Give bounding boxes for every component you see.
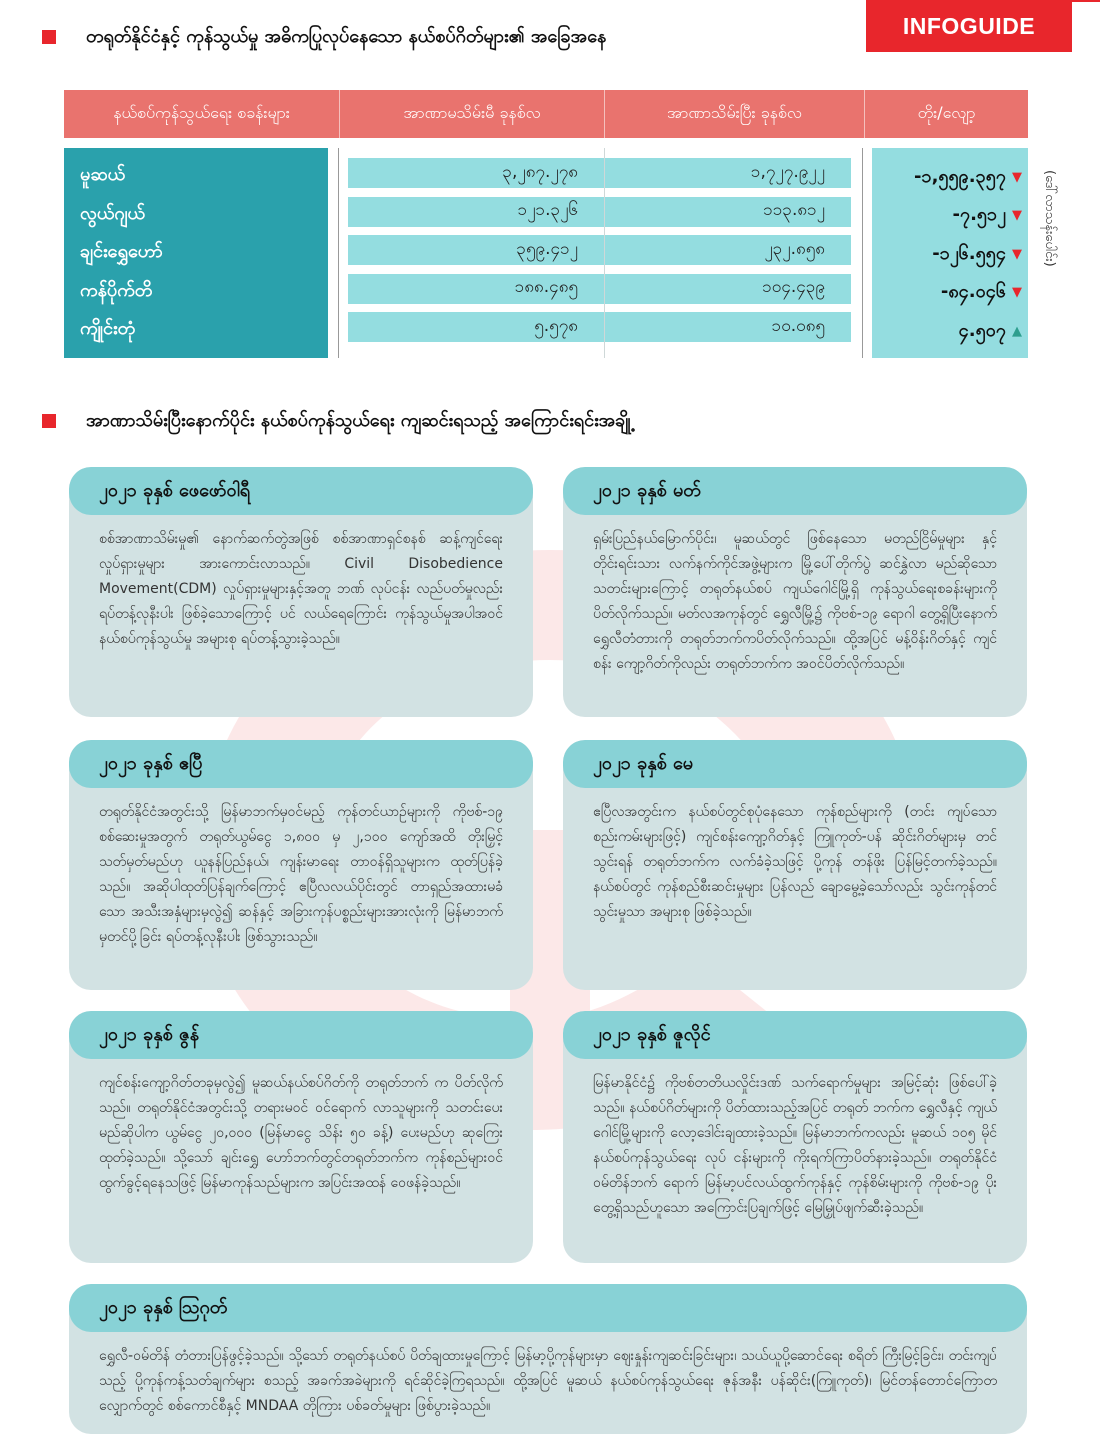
timeline-card: [69, 740, 533, 990]
brand-badge: INFOGUIDE: [866, 0, 1072, 52]
change-value: -၈၄.၀၄၆: [940, 281, 1006, 303]
brand-top-line: [1072, 0, 1100, 2]
checkpoint-list: [64, 148, 328, 358]
card-body: စစ်အာဏာသိမ်းမှု၏ နောက်ဆက်တွဲအဖြစ် စစ်အာဏာရှင်စနစ် ဆန့်ကျင်ရေး လှုပ်ရှားမှုများ အားကောင်းလာသည်။ Civil Disobedience Movement(CDM) လှုပ်ရှားမှုများနှင့်အတူ ဘဏ် လုပ်ငန်း လည်ပတ်မှုလည်း ရပ်တန့်လုနီးပါး ဖြစ်ခဲ့သောကြောင့် ပင် လယ်ရေကြောင်း ကုန်သွယ်မှုအပါအဝင် နယ်စပ်ကုန်သွယ်မှု အများစု ရပ်တန့်သွားခဲ့သည်။: [99, 531, 503, 647]
card-title: ၂၀၂၁ ခုနှစ် ဇွန်: [69, 1011, 533, 1059]
before-value: ၁၈၈.၄၈၅: [348, 274, 604, 304]
down-arrow-icon: ▼: [1012, 169, 1022, 185]
before-value: ၃၅၉.၄၁၂: [348, 235, 604, 265]
timeline-card: [563, 1011, 1027, 1263]
change-value: -၁,၅၅၉.၃၅၇: [913, 165, 1006, 187]
header-change: တိုး/လျော့: [917, 103, 976, 122]
card-body: တရုတ်နိုင်ငံအတွင်းသို့ မြန်မာဘက်မှဝင်မည့် ကုန်တင်ယာဉ်များကို ကိုဗစ်-၁၉ စစ်ဆေးမှုအတွက် တရုတ်ယွမ်ငွေ ၁,၈၀၀ မှ ၂,၁၀၀ ကျော်အထိ တိုးမြှင့်သတ်မှတ်မည်ဟု ယူနန်ပြည်နယ်၊ ကျန်းမာရေး တာဝန်ရှိသူများက ထုတ်ပြန်ခဲ့သည်။ အဆိုပါထုတ်ပြန်ချက်ကြောင့် ဧပြီလလယ်ပိုင်းတွင် တာရှည်အထားမခံသော အသီးအနှံများမှလွဲ၍ ဆန်နှင့် အခြားကုန်ပစ္စည်းများအားလုံးကို မြန်မာဘက်မှတင်ပို့ခြင်း ရပ်တန့်လုနီးပါး ဖြစ်သွားသည်။: [99, 804, 503, 945]
card-title: ၂၀၂၁ ခုနှစ် ဖေဖော်ဝါရီ: [69, 467, 533, 515]
header-after: အာဏာသိမ်းပြီး ခုနစ်လ: [605, 90, 865, 138]
checkpoint-name: ချင်းရွှေဟော်: [80, 241, 163, 262]
change-column: [872, 148, 1028, 358]
timeline-card: [563, 740, 1027, 990]
header-checkpoints: နယ်စပ်ကုန်သွယ်ရေး စခန်းများ: [64, 90, 340, 138]
change-value: ၄.၅၀၇: [958, 319, 1006, 341]
after-value: ၁၀၄.၄၃၉: [605, 274, 851, 304]
change-value: -၇.၅၁၂: [952, 204, 1006, 226]
header-before: အာဏာမသိမ်းမီ ခုနစ်လ: [340, 90, 605, 138]
up-arrow-icon: ▲: [1012, 323, 1022, 339]
change-value: -၁၂၆.၅၅၄: [932, 242, 1006, 264]
timeline-card: [69, 467, 533, 717]
card-title: ၂၀၂၁ ခုနှစ် မတ်: [563, 467, 1027, 515]
change-row: [872, 235, 1028, 274]
checkpoint-name: ကျိုင်းတုံ: [80, 318, 136, 339]
card-title: ၂၀၂၁ ခုနှစ် ဇူလိုင်: [563, 1011, 1027, 1059]
down-arrow-icon: ▼: [1012, 285, 1022, 301]
card-body: ရှမ်းပြည်နယ်မြောက်ပိုင်း၊ မူဆယ်တွင် ဖြစ်နေသော မတည်ငြိမ်မှုများ နှင့် တိုင်းရင်းသား လက်နက်ကိုင်အဖွဲ့များက မြို့ပေါ်တိုက်ပွဲ ဆင်နွှဲလာ မည်ဆိုသော သတင်းများကြောင့် တရုတ်နယ်စပ် ကျယ်ဂေါင်မြို့ရှိ ကုန်သွယ်ရေးစခန်းများကို ပိတ်လိုက်သည်။ မတ်လအကုန်တွင် ရွှေလီမြို့၌ ကိုဗစ်-၁၉ ရောဂါ တွေ့ရှိပြီးနောက် ရွှေလီတံတားကို တရုတ်ဘက်ကပိတ်လိုက်သည်။ ထို့အပြင် မန့်ဝိန်းဂိတ်နှင့် ကျင်စန်း ကျော့ဂိတ်ကိုလည်း တရုတ်ဘက်က အဝင်ပိတ်လိုက်သည်။: [593, 531, 997, 672]
unit-label: (ဒေါ်လာသန်းပေါင်း): [1042, 170, 1057, 267]
timeline-card: [69, 1284, 1027, 1434]
section1-title: တရုတ်နိုင်ငံနှင့် ကုန်သွယ်မှု အဓိကပြုလုပ်နေသော နယ်စပ်ဂိတ်များ၏ အခြေအနေ: [86, 26, 607, 47]
checkpoint-name: ကန်ပိုက်တိ: [80, 279, 153, 301]
after-value: ၁,၇၂၇.၉၂၂: [605, 158, 851, 188]
card-title: ၂၀၂၁ ခုနှစ် ဧပြီ: [69, 740, 533, 788]
card-title: ၂၀၂၁ ခုနှစ် မေ: [563, 740, 1027, 788]
checkpoint-name: မူဆယ်: [80, 164, 126, 185]
timeline-card: [69, 1011, 533, 1263]
checkpoint-name: လွယ်ဂျယ်: [80, 202, 145, 224]
table-divider: [338, 148, 339, 358]
section-bullet-icon: [42, 30, 56, 44]
section2-title: အာဏာသိမ်းပြီးနောက်ပိုင်း နယ်စပ်ကုန်သွယ်ရေး ကျဆင်းရသည့် အကြောင်းရင်းအချို့: [86, 410, 631, 431]
change-row: [872, 158, 1028, 197]
card-body: မြန်မာနိုင်ငံ၌ ကိုဗစ်တတိယလှိုင်းဒဏ် သက်ရောက်မှုများ အမြင့်ဆုံး ဖြစ်ပေါ်ခဲ့သည်။ နယ်စပ်ဂိတ်များကို ပိတ်ထားသည့်အပြင် တရုတ် ဘက်က ရွှေလီနှင့် ကျယ်ဂေါင်မြို့များကို လော့ဒေါင်းချထားခဲ့သည်။ မြန်မာဘက်ကလည်း မူဆယ် ၁၀၅ မိုင် နယ်စပ်ကုန်သွယ်ရေး လုပ် ငန်းများကို ကိုးရက်ကြာပိတ်နားခဲ့သည်။ တရုတ်နိုင်ငံ ဝမ်တိန်ဘက် ရောက် မြန်မာ့ပင်လယ်ထွက်ကုန်နှင့် ကုန်စိမ်းများကို ကိုဗစ်-၁၉ ပိုး တွေ့ရှိသည်ဟူသော အကြောင်းပြချက်ဖြင့် မြေမြှုပ်ဖျက်ဆီးခဲ့သည်။: [593, 1075, 997, 1216]
before-value: ၅.၅၇၈: [348, 312, 604, 342]
card-body: ရွှေလီ-ဝမ်တိန် တံတားပြန်ဖွင့်ခဲ့သည်။ သို့သော် တရုတ်နယ်စပ် ပိတ်ချထားမှုကြောင့် မြန်မာ့ပို့ကုန်များမှာ ဈေးနှုန်းကျဆင်းခြင်းများ၊ သယ်ယူပို့ဆောင်ရေး စရိတ် ကြီးမြင့်ခြင်း၊ တင်းကျပ်သည့် ပို့ကုန်ကန့်သတ်ချက်များ စသည့် အခက်အခဲများကို ရင်ဆိုင်ခဲ့ကြရသည်။ ထို့အပြင် မူဆယ် နယ်စပ်ကုန်သွယ်ရေး ဇုန်အနီး ပန်ဆိုင်း(ကြူကုတ်)၊ မြင်တန်တောင်ကြောတလျှောက်တွင် စစ်ကောင်စီနှင့် MNDAA တိုကြား ပစ်ခတ်မှုများ ဖြစ်ပွားခဲ့သည်။: [99, 1348, 997, 1414]
down-arrow-icon: ▼: [1012, 246, 1022, 262]
change-row: [872, 197, 1028, 236]
after-value: ၂၃၂.၈၅၈: [605, 235, 851, 265]
card-body: ကျင်စန်းကျော့ဂိတ်တခုမှလွဲ၍ မူဆယ်နယ်စပ်ဂိတ်ကို တရုတ်ဘက် က ပိတ်လိုက်သည်။ တရုတ်နိုင်ငံအတွင်းသို့ တရားမဝင် ဝင်ရောက် လာသူများကို သတင်းပေးမည်ဆိုပါက ယွမ်ငွေ ၂၀,၀၀၀ (မြန်မာငွေ သိန်း ၅၀ ခန့်) ပေးမည်ဟု ဆုကြေးထုတ်ခဲ့သည်။ သို့သော် ချင်းရွှေ ဟော်ဘက်တွင်တရုတ်ဘက်က ကုန်စည်များဝင်ထွက်ခွင့်ရနေသဖြင့် မြန်မာကုန်သည်များက အပြင်းအထန် ဝေဖန်ခဲ့သည်။: [99, 1075, 503, 1191]
change-row: [872, 274, 1028, 313]
change-row: [872, 312, 1028, 351]
down-arrow-icon: ▼: [1012, 208, 1022, 224]
before-value: ၁၂၁.၃၂၆: [348, 197, 604, 227]
table-header: [64, 90, 1028, 138]
after-column: [605, 158, 851, 351]
after-value: ၁၁၃.၈၁၂: [605, 197, 851, 227]
after-value: ၁၀.၀၈၅: [605, 312, 851, 342]
card-title: ၂၀၂၁ ခုနှစ် သြဂုတ်: [69, 1284, 1027, 1332]
section-bullet-icon: [42, 414, 56, 428]
table-divider: [862, 148, 863, 358]
card-body: ဧပြီလအတွင်းက နယ်စပ်တွင်စုပုံနေသော ကုန်စည်များကို (တင်း ကျပ်သော စည်းကမ်းများဖြင့်) ကျင်စန်းကျော့ဂိတ်နှင့် ကြူကုတ်-ပန် ဆိုင်းဂိတ်များမှ တင်သွင်းရန် တရုတ်ဘက်က လက်ခံခဲ့သဖြင့် ပို့ကုန် တန်ဖိုး ပြန်မြင့်တက်ခဲ့သည်။ နယ်စပ်တွင် ကုန်စည်စီးဆင်းမှုများ ပြန်လည် ချောမွေ့ခဲ့သော်လည်း သွင်းကုန်တင်သွင်းမှုသာ အများစု ဖြစ်ခဲ့သည်။: [593, 804, 997, 920]
before-column: [348, 158, 604, 351]
before-value: ၃,၂၈၇.၂၇၈: [348, 158, 604, 188]
timeline-card: [563, 467, 1027, 717]
